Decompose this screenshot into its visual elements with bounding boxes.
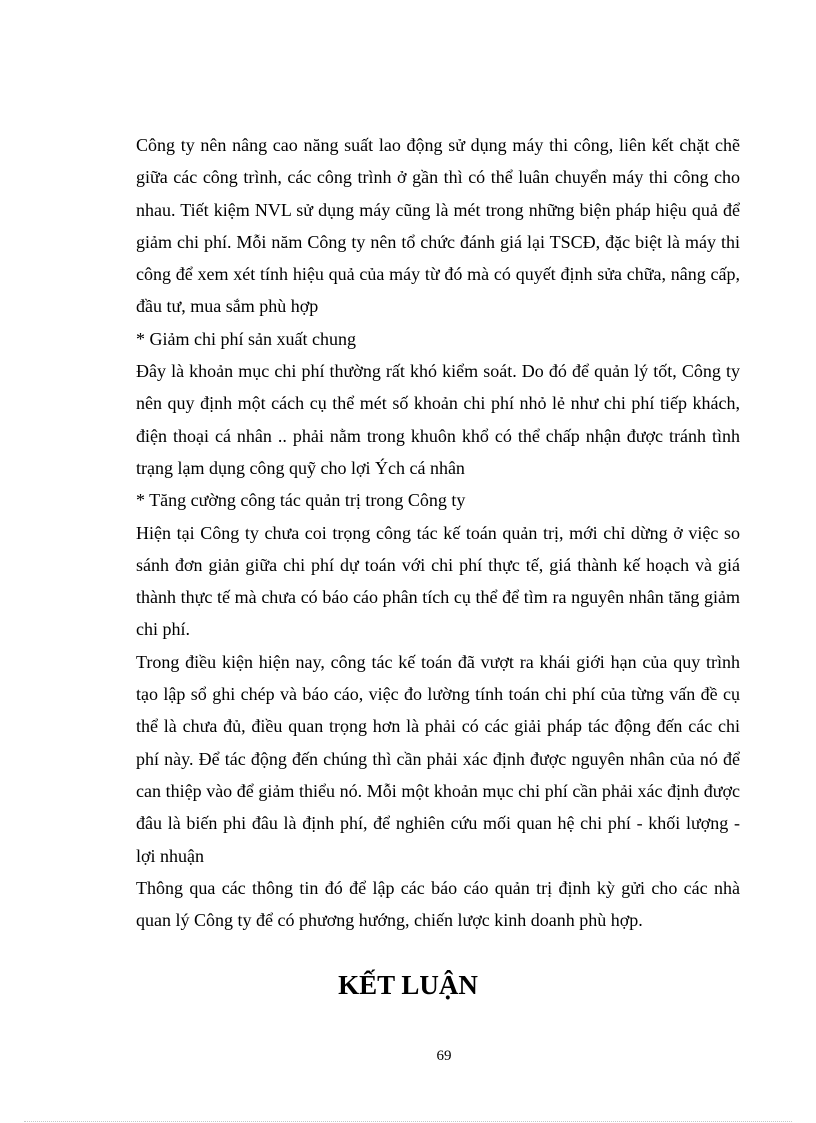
paragraph-periodic-reports: Thông qua các thông tin đó để lập các báo cáo quản trị định kỳ gửi cho các nhà quan lý Công ty để có phương hướng, chiến lược kinh doanh phù hợp.: [136, 877, 740, 931]
paragraph-machine-usage: Công ty nên nâng cao năng suất lao động sử dụng máy thi công, liên kết chặt chẽ giữa các công trình, các công trình ở gần thì có thể luân chuyển máy thi công cho nhau. Tiết kiệm NVL sử dụng máy cũng là mét trong những biện pháp hiệu quả để giảm chi phí. Mỗi năm Công ty nên tổ chức đánh giá lại TSCĐ, đặc biệt là máy thi công để xem xét tính hiệu quả của máy từ đó mà có quyết định sửa chữa, nâng cấp, đầu tư, mua sắm phù hợp: [136, 135, 740, 317]
paragraph-management-accounting: Hiện tại Công ty chưa coi trọng công tác kế toán quản trị, mới chỉ dừng ở việc so sánh đơn giản giữa chi phí dự toán với chi phí thực tế, giá thành kế hoạch và giá thành thực tế mà chưa có báo cáo phân tích cụ thể để tìm ra nguyên nhân tăng giảm chi phí.: [136, 522, 740, 640]
page-number: 69: [436, 1048, 452, 1064]
paragraph-overhead-control: Đây là khoản mục chi phí thường rất khó kiểm soát. Do đó để quản lý tốt, Công ty nên quy định một cách cụ thể mét số khoản chi phí nhỏ lẻ như chi phí tiếp khách, điện thoại cá nhân .. phải nằm trong khuôn khổ có thể chấp nhận được tránh tình trạng lạm dụng công quỹ cho lợi Ých cá nhân: [136, 361, 740, 478]
body-text: [136, 129, 740, 936]
paragraph-current-conditions: Trong điều kiện hiện nay, công tác kế toán đã vượt ra khái giới hạn của quy trình tạo lập sổ ghi chép và báo cáo, việc đo lường tính toán chi phí của từng vấn đề cụ thể là chưa đủ, điều quan trọng hơn là phải có các giải pháp tác động đến các chi phí này. Để tác động đến chúng thì cần phải xác định được nguyên nhân của nó để can thiệp vào để giảm thiểu nó. Mỗi một khoản mục chi phí cần phải xác định được đâu là biến phi đâu là định phí, để nghiên cứu mối quan hệ chi phí - khối lượng - lợi nhuận: [136, 651, 740, 866]
bullet-reduce-overhead: * Giảm chi phí sản xuất chung: [136, 328, 356, 349]
conclusion-heading: KẾT LUẬN: [338, 970, 478, 1000]
page-bottom-divider: [24, 1121, 792, 1122]
bullet-strengthen-management: * Tăng cường công tác quản trị trong Công ty: [136, 490, 466, 511]
